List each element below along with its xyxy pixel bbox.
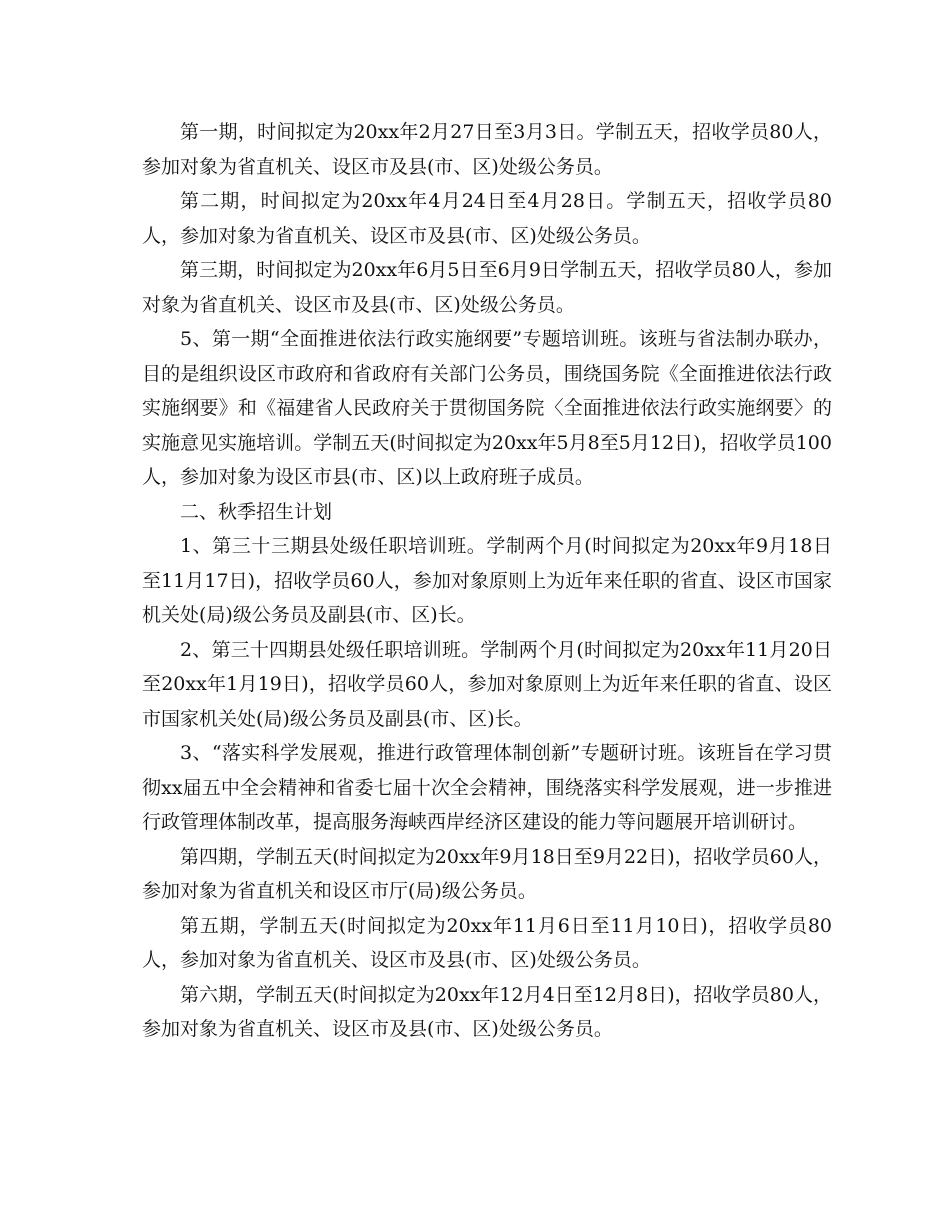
paragraph-phase-6: 第六期，学制五天(时间拟定为20xx年12月4日至12月8日)，招收学员80人，参加对象为省直机关、设区市及县(市、区)处级公务员。 [142,983,832,1040]
paragraph-autumn-item-2: 2、第三十四期县处级任职培训班。学制两个月(时间拟定为20xx年11月20日至20xx年1月19日)，招收学员60人，参加对象原则上为近年来任职的省直、设区市国家机关处(局)级公务员及副县(市、区)长。 [142,638,832,730]
paragraph-item-5: 5、第一期“全面推进依法行政实施纲要”专题培训班。该班与省法制办联办，目的是组织设区市政府和省政府有关部门公务员，围绕国务院《全面推进依法行政实施纲要》和《福建省人民政府关于贯彻国务院〈全面推进依法行政实施纲要〉的实施意见实施培训。学制五天(时间拟定为20xx年5月8至5月12日)，招收学员100人，参加对象为设区市县(市、区)以上政府班子成员。 [142,328,832,488]
paragraph-autumn-item-3: 3、“落实科学发展观，推进行政管理体制创新”专题研讨班。该班旨在学习贯彻xx届五中全会精神和省委七届十次全会精神，围绕落实科学发展观，进一步推进行政管理体制改革，提高服务海峡西岸经济区建设的能力等问题展开培训研讨。 [142,742,832,833]
section-heading-autumn: 二、秋季招生计划 [180,500,333,523]
paragraph-autumn-item-1: 1、第三十三期县处级任职培训班。学制两个月(时间拟定为20xx年9月18日至11月17日)，招收学员60人，参加对象原则上为近年来任职的省直、设区市国家机关处(局)级公务员及副县(市、区)长。 [142,535,832,626]
paragraph-phase-3: 第三期，时间拟定为20xx年6月5日至6月9日学制五天，招收学员80人，参加对象为省直机关、设区市及县(市、区)处级公务员。 [142,259,832,316]
document-body [142,115,832,1047]
paragraph-phase-1: 第一期，时间拟定为20xx年2月27日至3月3日。学制五天，招收学员80人，参加对象为省直机关、设区市及县(市、区)处级公务员。 [142,121,832,178]
paragraph-phase-5: 第五期，学制五天(时间拟定为20xx年11月6日至11月10日)，招收学员80人，参加对象为省直机关、设区市及县(市、区)处级公务员。 [142,914,832,971]
paragraph-phase-4: 第四期，学制五天(时间拟定为20xx年9月18日至9月22日)，招收学员60人，参加对象为省直机关和设区市厅(局)级公务员。 [142,845,832,902]
paragraph-phase-2: 第二期，时间拟定为20xx年4月24日至4月28日。学制五天，招收学员80人，参加对象为省直机关、设区市及县(市、区)处级公务员。 [142,190,832,247]
